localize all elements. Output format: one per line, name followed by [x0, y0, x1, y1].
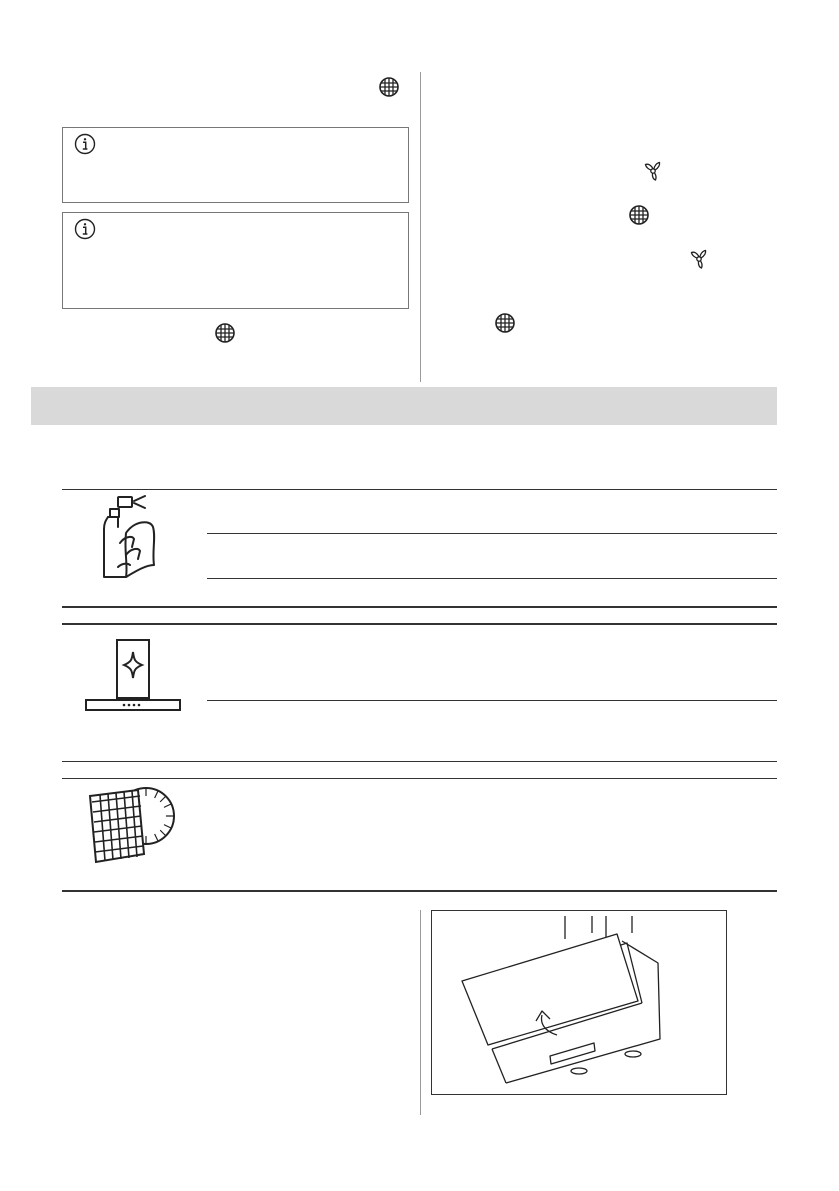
filter-grid-icon — [214, 322, 236, 344]
table-top-rule — [62, 489, 777, 490]
table-section-rule — [62, 761, 777, 762]
column-divider-top — [420, 72, 421, 382]
column-divider-bottom — [420, 910, 421, 1115]
table-row-rule — [207, 578, 777, 579]
spray-cloth-cleaning-icon — [96, 493, 160, 581]
filter-grid-icon — [628, 204, 650, 226]
grease-filter-icon — [80, 782, 180, 866]
table-row-rule — [207, 700, 777, 701]
fan-icon — [642, 160, 664, 182]
table-section-rule — [62, 606, 777, 608]
info-note-box-2 — [62, 212, 409, 309]
table-section-rule — [62, 623, 777, 625]
cooker-hood-sparkle-icon — [84, 638, 182, 714]
info-icon — [74, 218, 96, 240]
table-bottom-rule — [62, 890, 777, 892]
table-row-rule — [207, 533, 777, 534]
info-icon — [74, 133, 96, 155]
section-heading-banner — [31, 387, 777, 425]
fan-icon — [688, 248, 710, 270]
hood-panel-open-diagram — [431, 910, 727, 1095]
filter-grid-icon — [494, 312, 516, 334]
info-note-box-1 — [62, 127, 409, 203]
table-section-rule — [62, 778, 777, 779]
filter-grid-icon — [378, 76, 400, 98]
